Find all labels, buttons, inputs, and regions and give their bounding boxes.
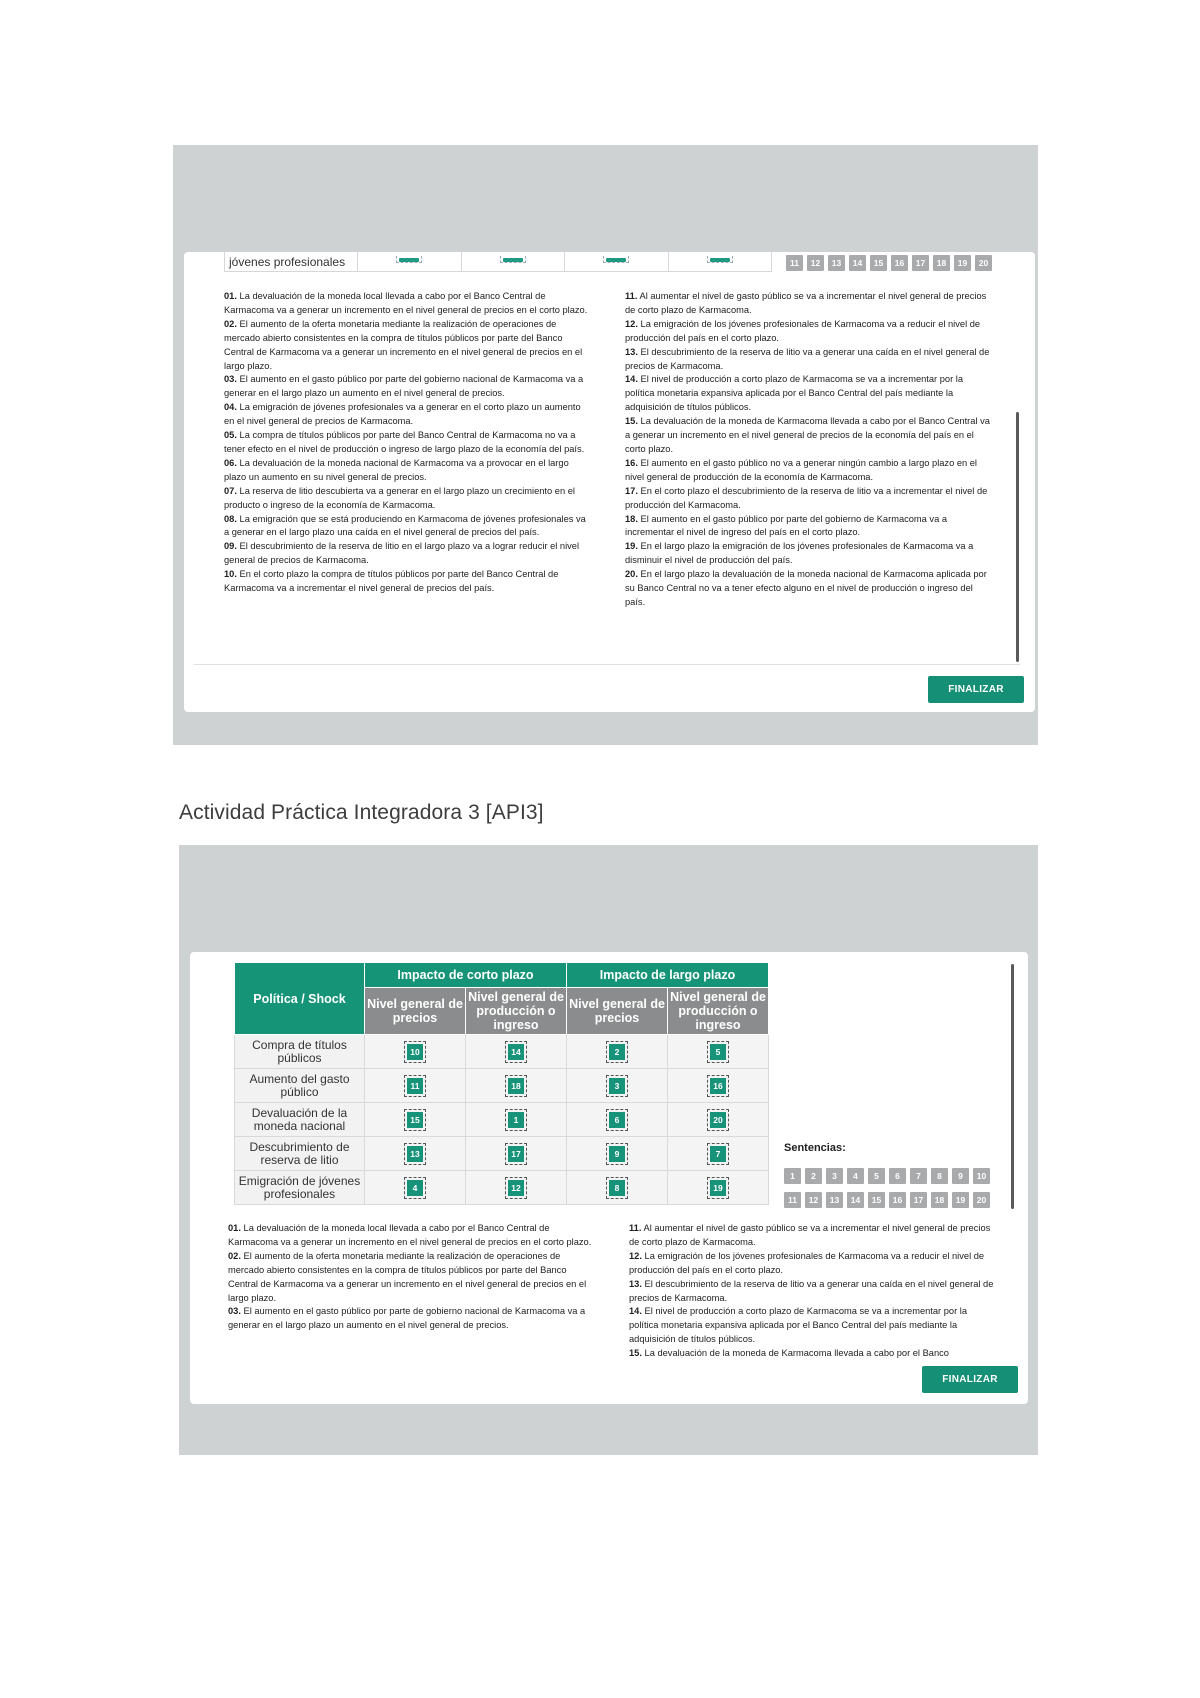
answer-tile-number: 18 <box>508 1078 524 1094</box>
drop-cell[interactable] <box>668 1103 769 1137</box>
sentence-chip[interactable]: 10 <box>973 1168 990 1184</box>
answer-tile[interactable] <box>505 1177 527 1199</box>
sentence-number: 08. <box>224 513 237 524</box>
sentence-item <box>224 429 589 457</box>
sentence-number: 03. <box>228 1306 241 1317</box>
answer-tile[interactable] <box>606 1075 628 1097</box>
sentence-item <box>625 415 990 457</box>
drop-cell[interactable] <box>668 252 772 271</box>
answer-tile[interactable] <box>606 1143 628 1165</box>
sentence-item <box>625 346 990 374</box>
answer-tile[interactable] <box>505 1109 527 1131</box>
sentence-item <box>625 485 990 513</box>
answer-tile[interactable] <box>707 1177 729 1199</box>
drop-cell[interactable] <box>466 1137 567 1171</box>
header-long-term: Impacto de largo plazo <box>567 963 769 988</box>
drop-cell[interactable] <box>466 1035 567 1069</box>
drop-cell[interactable] <box>668 1069 769 1103</box>
sentence-item <box>228 1250 593 1306</box>
table-row <box>235 1035 769 1069</box>
answer-tile[interactable] <box>404 1041 426 1063</box>
sentence-number: 15. <box>625 416 638 427</box>
sentence-number: 12. <box>625 318 638 329</box>
sentence-chip[interactable]: 3 <box>826 1168 843 1184</box>
sentence-number: 13. <box>625 346 638 357</box>
answer-tile-number: 9 <box>609 1146 625 1162</box>
sentence-number: 15. <box>629 1348 642 1359</box>
sentence-chip[interactable]: 12 <box>805 1192 822 1208</box>
sentence-number: 11. <box>625 291 638 301</box>
sentence-text: El aumento de la oferta monetaria mediante la realización de operaciones de mercado abierto consistentes en la compra de títulos públicos por parte del Banco Central de Karmacoma va a generar un incremento en el nivel general de precios en el largo plazo. <box>224 318 583 371</box>
sentence-item <box>224 457 589 485</box>
row-label: jóvenes profesionales <box>229 255 346 269</box>
sentence-item <box>228 1222 593 1250</box>
sentence-item <box>224 401 589 429</box>
sentence-number: 06. <box>224 457 237 468</box>
sentence-item <box>224 568 589 596</box>
drop-cell[interactable] <box>365 1035 466 1069</box>
sentence-item <box>625 373 990 415</box>
sentence-text: La devaluación de la moneda local llevada a cabo por el Banco Central de Karmacoma va a generar un incremento en el nivel general de precios en el corto plazo. <box>224 291 588 315</box>
sentence-text: La emigración que se está produciendo en Karmacoma de jóvenes profesionales va a generar en el largo plazo una caída en el nivel general de precios del país. <box>224 513 586 538</box>
sentence-item <box>629 1305 994 1347</box>
sentence-text: La emigración de jóvenes profesionales va a generar en el corto plazo un aumento en el nivel general de precios de Karmacoma. <box>224 402 581 427</box>
row-label: Compra de títulos públicos <box>235 1035 365 1069</box>
drop-cell[interactable] <box>357 252 461 271</box>
sentence-chip[interactable]: 16 <box>891 255 908 271</box>
answer-tile-number: 15 <box>407 1112 423 1128</box>
sentence-item <box>625 318 990 346</box>
sentence-chip[interactable]: 19 <box>954 255 971 271</box>
sentence-chip[interactable]: 20 <box>973 1192 990 1208</box>
sentence-chip[interactable]: 18 <box>931 1192 948 1208</box>
header-short-term: Impacto de corto plazo <box>365 963 567 988</box>
sentence-text: Al aumentar el nivel de gasto público se va a incrementar el nivel general de precios de corto plazo de Karmacoma. <box>625 291 987 315</box>
sentence-text: En el corto plazo la compra de títulos públicos por parte del Banco Central de Karmacoma va a incrementar el nivel general de precios del país. <box>224 569 559 594</box>
scrollbar[interactable] <box>1011 964 1014 1209</box>
sentence-number: 02. <box>228 1250 241 1261</box>
subheader: Nivel general de precios <box>567 988 668 1035</box>
sentence-text: En el largo plazo la emigración de los jóvenes profesionales de Karmacoma va a disminuir el nivel de producción del país. <box>625 541 974 566</box>
sentence-chip[interactable]: 18 <box>933 255 950 271</box>
table-row <box>235 1103 769 1137</box>
drop-cell[interactable] <box>564 252 668 271</box>
sentence-number: 14. <box>629 1306 642 1317</box>
answer-tile[interactable] <box>707 1109 729 1131</box>
sentence-chip[interactable]: 2 <box>805 1168 822 1184</box>
scrollbar[interactable] <box>1016 412 1019 662</box>
sentence-chip[interactable]: 1 <box>784 1168 801 1184</box>
finalize-button[interactable]: FINALIZAR <box>928 676 1024 703</box>
sentence-text: El nivel de producción a corto plazo de Karmacoma se va a incrementar por la política monetaria expansiva aplicada por el Banco Central del país mediante la adquisición de títulos públicos. <box>629 1306 967 1345</box>
sentence-chip[interactable]: 19 <box>952 1192 969 1208</box>
sentence-item <box>625 290 990 318</box>
sentence-text: El descubrimiento de la reserva de litio va a generar una caída en el nivel general de precios de Karmacoma. <box>625 346 990 371</box>
sentence-item <box>625 540 990 568</box>
sentence-number: 16. <box>625 457 638 468</box>
sentence-chips-row <box>786 255 992 271</box>
sentence-chip[interactable]: 8 <box>931 1168 948 1184</box>
answer-tile[interactable] <box>606 1177 628 1199</box>
sentence-number: 01. <box>228 1223 241 1233</box>
sentences-right-column <box>629 1222 994 1359</box>
sentence-chip[interactable]: 7 <box>910 1168 927 1184</box>
sentence-number: 20. <box>625 569 638 580</box>
sentence-text: La reserva de litio descubierta va a generar en el largo plazo un crecimiento en el producto o ingreso de la economía de Karmacoma. <box>224 485 575 510</box>
answer-tile[interactable] <box>505 1143 527 1165</box>
sentence-text: La devaluación de la moneda de Karmacoma llevada a cabo por el Banco <box>644 1348 949 1359</box>
answer-tile-number: 20 <box>710 1112 726 1128</box>
sentence-number: 05. <box>224 430 237 441</box>
drop-cell[interactable] <box>466 1069 567 1103</box>
sentence-number: 13. <box>629 1278 642 1289</box>
drop-cell[interactable] <box>365 1137 466 1171</box>
answer-tile[interactable] <box>404 1109 426 1131</box>
answer-tile-number: 3 <box>609 1078 625 1094</box>
answer-tile-number: 13 <box>407 1146 423 1162</box>
drop-cell[interactable] <box>365 1103 466 1137</box>
sentence-text: La emigración de los jóvenes profesionales de Karmacoma va a reducir el nivel de producción del país en el corto plazo. <box>629 1250 985 1275</box>
tile-partial[interactable] <box>503 258 523 262</box>
sentence-chip[interactable]: 20 <box>975 255 992 271</box>
tile-partial[interactable] <box>710 258 730 262</box>
row-label: Descubrimiento de reserva de litio <box>235 1137 365 1171</box>
sentence-text: El aumento en el gasto público por parte de gobierno nacional de Karmacoma va a generar en el largo plazo un aumento en el nivel general de precios. <box>228 1306 586 1331</box>
header-policy: Política / Shock <box>235 963 365 1035</box>
divider <box>194 664 1020 665</box>
sentence-text: El nivel de producción a corto plazo de Karmacoma se va a incrementar por la política monetaria expansiva aplicada por el Banco Central del país mediante la adquisición de títulos públicos. <box>625 374 963 413</box>
drop-cell[interactable] <box>466 1103 567 1137</box>
drop-cell[interactable] <box>567 1069 668 1103</box>
sentence-text: En el largo plazo la devaluación de la moneda nacional de Karmacoma aplicada por su Banco Central no va a tener efecto alguno en el nivel de producción o ingreso del país. <box>625 569 987 607</box>
answer-tile[interactable] <box>606 1109 628 1131</box>
sentence-number: 17. <box>625 485 638 496</box>
answer-tile-number: 6 <box>609 1112 625 1128</box>
sentences-right-column <box>625 290 990 610</box>
sentence-number: 19. <box>625 541 638 552</box>
sentence-chip[interactable]: 9 <box>952 1168 969 1184</box>
activity-card-1 <box>184 252 1035 712</box>
sentence-number: 11. <box>629 1223 642 1233</box>
answer-tile[interactable] <box>404 1177 426 1199</box>
sentence-text: La emigración de los jóvenes profesionales de Karmacoma va a reducir el nivel de producción del país en el corto plazo. <box>625 318 981 343</box>
sentence-number: 12. <box>629 1250 642 1261</box>
row-label: Emigración de jóvenes profesionales <box>235 1171 365 1205</box>
sentence-item <box>224 540 589 568</box>
answer-tile[interactable] <box>606 1041 628 1063</box>
sentence-text: La devaluación de la moneda local llevada a cabo por el Banco Central de Karmacoma va a generar un incremento en el nivel general de precios en el corto plazo. <box>228 1223 592 1247</box>
section-title: Actividad Práctica Integradora 3 [API3] <box>179 801 544 824</box>
answer-tile-number: 17 <box>508 1146 524 1162</box>
sentence-number: 01. <box>224 291 237 301</box>
drop-cell[interactable] <box>461 252 565 271</box>
activity-card-2 <box>190 952 1028 1404</box>
sentence-number: 09. <box>224 541 237 552</box>
sentence-chip[interactable]: 13 <box>828 255 845 271</box>
sentence-number: 03. <box>224 374 237 385</box>
sentence-item <box>629 1250 994 1278</box>
sentence-item <box>629 1222 994 1250</box>
answer-tile-number: 19 <box>710 1180 726 1196</box>
policy-impact-table <box>234 962 769 1205</box>
sentence-chip[interactable]: 14 <box>849 255 866 271</box>
table-row <box>235 1171 769 1205</box>
sentence-item <box>224 318 589 374</box>
sentence-text: Al aumentar el nivel de gasto público se va a incrementar el nivel general de precios de corto plazo de Karmacoma. <box>629 1223 991 1247</box>
answer-tile-number: 11 <box>407 1078 423 1094</box>
answer-tile-number: 5 <box>710 1044 726 1060</box>
sentences-left-column <box>228 1222 593 1352</box>
subheader: Nivel general de producción o ingreso <box>466 988 567 1035</box>
answer-tile-number: 7 <box>710 1146 726 1162</box>
subheader: Nivel general de precios <box>365 988 466 1035</box>
answer-tile-number: 4 <box>407 1180 423 1196</box>
drop-cell[interactable] <box>466 1171 567 1205</box>
answer-tile[interactable] <box>505 1041 527 1063</box>
sentence-chip[interactable]: 13 <box>826 1192 843 1208</box>
answer-tile[interactable] <box>707 1075 729 1097</box>
sentence-chip[interactable]: 4 <box>847 1168 864 1184</box>
answer-tile[interactable] <box>505 1075 527 1097</box>
sentence-chip[interactable]: 11 <box>786 255 803 271</box>
sentence-text: El aumento en el gasto público por parte del gobierno de Karmacoma va a incrementar el nivel de ingreso del país en el corto plazo. <box>625 513 948 538</box>
answer-tile-number: 10 <box>407 1044 423 1060</box>
sentence-number: 07. <box>224 485 237 496</box>
sentence-chip[interactable]: 15 <box>870 255 887 271</box>
answer-tile-number: 12 <box>508 1180 524 1196</box>
sentence-chip[interactable]: 16 <box>889 1192 906 1208</box>
sentence-item <box>224 290 589 318</box>
sentence-item <box>224 373 589 401</box>
sentence-text: La devaluación de la moneda nacional de Karmacoma va a provocar en el largo plazo un aumento en su nivel general de precios. <box>224 457 569 482</box>
sentences-left-column <box>224 290 589 610</box>
sentence-item <box>625 568 990 610</box>
drop-cell[interactable] <box>668 1137 769 1171</box>
tile-partial[interactable] <box>399 258 419 262</box>
sentence-item <box>629 1347 994 1361</box>
row-label: Devaluación de la moneda nacional <box>235 1103 365 1137</box>
sentence-text: El aumento en el gasto público no va a generar ningún cambio a largo plazo en el nivel general de producción de la economía de Karmacoma. <box>625 457 977 482</box>
sentences-list <box>228 1222 994 1359</box>
drop-cell[interactable] <box>365 1069 466 1103</box>
sentence-number: 14. <box>625 374 638 385</box>
sentences-label: Sentencias: <box>784 1142 846 1154</box>
drop-cell[interactable] <box>668 1035 769 1069</box>
sentence-chip[interactable]: 6 <box>889 1168 906 1184</box>
answer-tile[interactable] <box>404 1143 426 1165</box>
sentence-text: El aumento de la oferta monetaria mediante la realización de operaciones de mercado abierto consistentes en la compra de títulos públicos por parte del Banco Central de Karmacoma va a generar un incremento en el nivel general de precios en el largo plazo. <box>228 1250 587 1303</box>
sentence-item <box>224 485 589 513</box>
table-row-cut <box>224 252 772 272</box>
answer-tile-number: 16 <box>710 1078 726 1094</box>
drop-cell[interactable] <box>567 1035 668 1069</box>
sentence-text: En el corto plazo el descubrimiento de la reserva de litio va a incrementar el nivel de producción del Karmacoma. <box>625 485 988 510</box>
finalize-button[interactable]: FINALIZAR <box>922 1366 1018 1393</box>
answer-tile-number: 8 <box>609 1180 625 1196</box>
sentence-chip[interactable]: 17 <box>910 1192 927 1208</box>
sentence-number: 18. <box>625 513 638 524</box>
subheader: Nivel general de producción o ingreso <box>668 988 769 1035</box>
answer-tile[interactable] <box>707 1143 729 1165</box>
sentence-text: La compra de títulos públicos por parte del Banco Central de Karmacoma no va a tener efecto en el nivel de producción o ingreso de largo plazo de la economía del país. <box>224 430 585 454</box>
sentence-chip[interactable]: 14 <box>847 1192 864 1208</box>
sentence-text: El aumento en el gasto público por parte del gobierno nacional de Karmacoma va a generar en el largo plazo un aumento en el nivel general de precios. <box>224 374 584 399</box>
answer-tile-number: 2 <box>609 1044 625 1060</box>
sentence-chip[interactable]: 17 <box>912 255 929 271</box>
drop-cell[interactable] <box>567 1103 668 1137</box>
table-row <box>235 1069 769 1103</box>
sentence-number: 10. <box>224 569 237 580</box>
sentence-chips-row-1 <box>784 1168 990 1184</box>
sentence-item <box>224 513 589 541</box>
answer-tile-number: 14 <box>508 1044 524 1060</box>
sentence-chip[interactable]: 5 <box>868 1168 885 1184</box>
sentence-chip[interactable]: 11 <box>784 1192 801 1208</box>
sentence-chip[interactable]: 12 <box>807 255 824 271</box>
sentence-chips-row-2 <box>784 1192 990 1208</box>
sentence-item <box>625 513 990 541</box>
drop-cell[interactable] <box>567 1137 668 1171</box>
sentence-number: 02. <box>224 318 237 329</box>
sentence-text: La devaluación de la moneda de Karmacoma llevada a cabo por el Banco Central va a generar un incremento en el nivel general de precios de la economía del país en el corto plazo. <box>625 416 990 454</box>
answer-tile[interactable] <box>404 1075 426 1097</box>
sentence-item <box>228 1305 593 1333</box>
sentence-item <box>629 1278 994 1306</box>
sentence-item <box>625 457 990 485</box>
sentence-text: El descubrimiento de la reserva de litio en el largo plazo va a lograr reducir el nivel general de precios de Karmacoma. <box>224 541 580 566</box>
tile-partial[interactable] <box>606 258 626 262</box>
sentence-number: 04. <box>224 402 237 413</box>
drop-cell[interactable] <box>668 1171 769 1205</box>
drop-cell[interactable] <box>365 1171 466 1205</box>
answer-tile-number: 1 <box>508 1112 524 1128</box>
sentences-list <box>224 290 990 610</box>
table-row <box>235 1137 769 1171</box>
sentence-chip[interactable]: 15 <box>868 1192 885 1208</box>
row-label: Aumento del gasto público <box>235 1069 365 1103</box>
drop-cell[interactable] <box>567 1171 668 1205</box>
answer-tile[interactable] <box>707 1041 729 1063</box>
sentence-text: El descubrimiento de la reserva de litio va a generar una caída en el nivel general de precios de Karmacoma. <box>629 1278 994 1303</box>
